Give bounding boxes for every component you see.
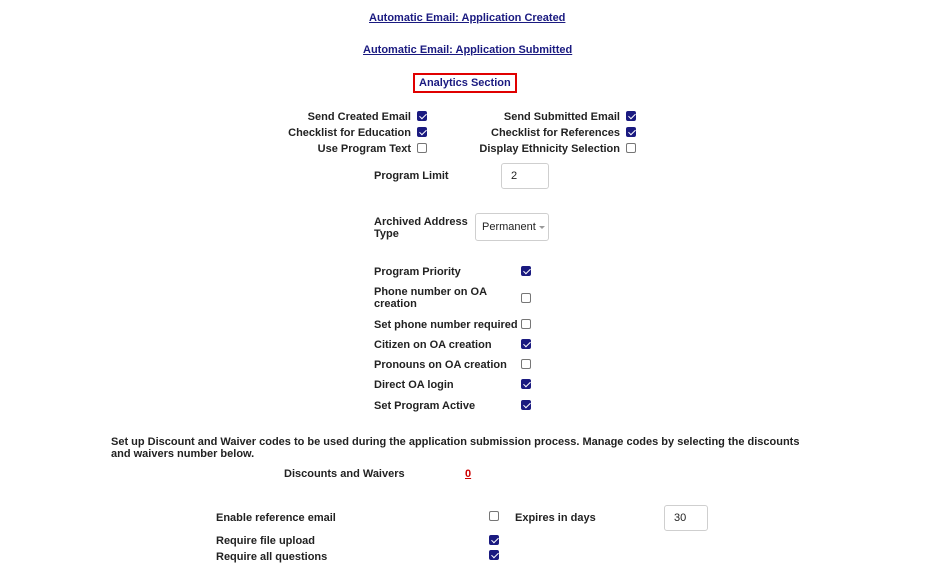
chevron-down-icon bbox=[539, 226, 545, 229]
send-submitted-email-label: Send Submitted Email bbox=[503, 111, 620, 123]
send-created-email-label: Send Created Email bbox=[307, 111, 411, 123]
program-limit-input[interactable]: 2 bbox=[501, 163, 549, 189]
set-program-active-checkbox[interactable] bbox=[521, 400, 531, 410]
phone-on-oa-checkbox[interactable] bbox=[521, 293, 531, 303]
program-limit-label: Program Limit bbox=[374, 170, 449, 182]
direct-oa-login-label: Direct OA login bbox=[374, 379, 454, 391]
direct-oa-login-checkbox[interactable] bbox=[521, 379, 531, 389]
enable-reference-email-label: Enable reference email bbox=[216, 512, 336, 524]
checklist-references-label: Checklist for References bbox=[491, 127, 620, 139]
enable-reference-email-checkbox[interactable] bbox=[489, 511, 499, 521]
require-all-questions-label: Require all questions bbox=[216, 551, 328, 563]
archived-address-value: Permanent bbox=[482, 221, 536, 233]
checklist-education-label: Checklist for Education bbox=[288, 127, 411, 139]
require-file-upload-label: Require file upload bbox=[216, 535, 316, 547]
discounts-waivers-label: Discounts and Waivers bbox=[284, 468, 405, 480]
discounts-description: Set up Discount and Waiver codes to be used during the application submission process. Manage codes by selecting the discounts and waivers number below. bbox=[111, 436, 800, 460]
display-ethnicity-label: Display Ethnicity Selection bbox=[479, 143, 620, 155]
require-file-upload-checkbox[interactable] bbox=[489, 535, 499, 545]
citizen-on-oa-label: Citizen on OA creation bbox=[374, 339, 492, 351]
checklist-education-checkbox[interactable] bbox=[417, 127, 427, 137]
set-program-active-label: Set Program Active bbox=[374, 400, 476, 412]
send-submitted-email-checkbox[interactable] bbox=[626, 111, 636, 121]
checklist-references-checkbox[interactable] bbox=[626, 127, 636, 137]
link-email-application-created[interactable]: Automatic Email: Application Created bbox=[369, 12, 566, 24]
citizen-on-oa-checkbox[interactable] bbox=[521, 339, 531, 349]
program-priority-checkbox[interactable] bbox=[521, 266, 531, 276]
discounts-waivers-count-link[interactable]: 0 bbox=[465, 468, 472, 480]
display-ethnicity-checkbox[interactable] bbox=[626, 143, 636, 153]
program-priority-label: Program Priority bbox=[374, 266, 461, 278]
phone-required-checkbox[interactable] bbox=[521, 319, 531, 329]
archived-address-label-line1: Archived Address bbox=[374, 216, 468, 228]
phone-on-oa-label: Phone number on OA creation bbox=[374, 286, 487, 310]
send-created-email-checkbox[interactable] bbox=[417, 111, 427, 121]
analytics-section-title[interactable]: Analytics Section bbox=[413, 73, 517, 93]
archived-address-label-line2: Type bbox=[374, 228, 399, 240]
link-email-application-submitted[interactable]: Automatic Email: Application Submitted bbox=[363, 44, 573, 56]
use-program-text-label: Use Program Text bbox=[317, 143, 411, 155]
pronouns-on-oa-checkbox[interactable] bbox=[521, 359, 531, 369]
pronouns-on-oa-label: Pronouns on OA creation bbox=[374, 359, 507, 371]
expires-in-days-label: Expires in days bbox=[515, 512, 596, 524]
archived-address-type-label bbox=[374, 216, 468, 240]
require-all-questions-checkbox[interactable] bbox=[489, 550, 499, 560]
archived-address-type-select[interactable] bbox=[475, 213, 549, 241]
phone-required-label: Set phone number required bbox=[374, 319, 518, 331]
expires-in-days-input[interactable]: 30 bbox=[664, 505, 708, 531]
use-program-text-checkbox[interactable] bbox=[417, 143, 427, 153]
